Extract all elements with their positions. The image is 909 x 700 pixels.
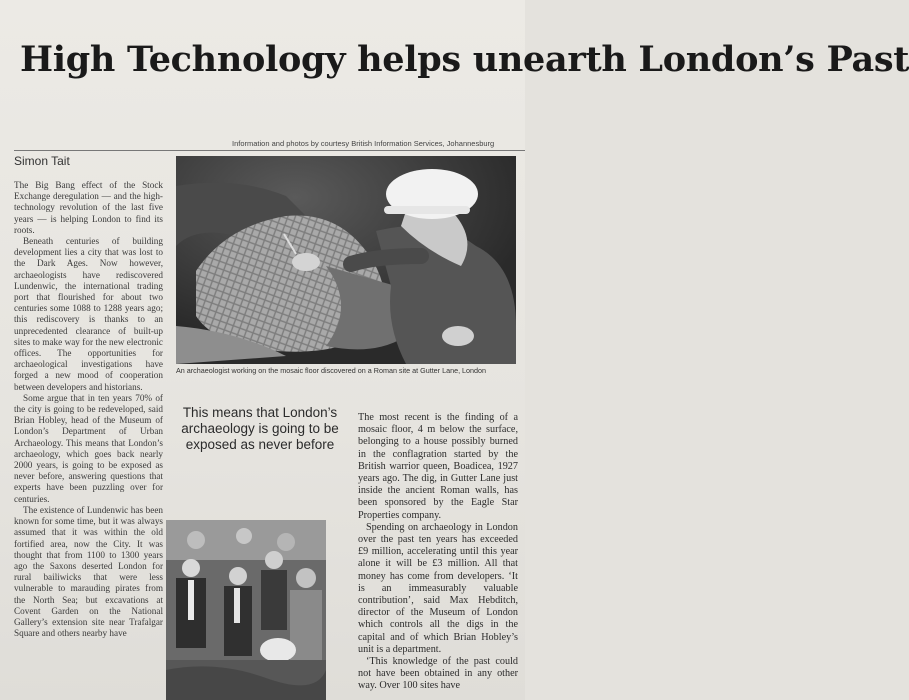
photo-credit: Information and photos by courtesy British Information Services, Johannesburg (232, 139, 495, 148)
byline: Simon Tait (14, 154, 70, 168)
paragraph: Some argue that in ten years 70% of the city is going to be redeveloped, said Brian Hobley, head of the Museum of London’s Department of Urban Archaeology. This means that London’s archaeology, which goes back nearly 2000 years, is going to be exposed as never before, answering questions that experts have been puzzling over for centuries. (14, 392, 163, 504)
photo-caption: An archaeologist working on the mosaic floor discovered on a Roman site at Gutter Lane, London (176, 366, 487, 375)
crowd-at-dig-photo (166, 520, 326, 700)
archaeologist-mosaic-photo (176, 156, 516, 364)
article-column-right (358, 412, 518, 693)
pull-quote: This means that London’s archaeology is going to be exposed as never before (181, 405, 339, 452)
headline-text: High Technology helps unearth London’s Past (20, 39, 909, 80)
paragraph: The Big Bang effect of the Stock Exchange deregulation — and the high-technology revolution of the last five years — is helping London to find its roots. (14, 180, 163, 235)
article-column-left (14, 180, 163, 639)
divider-rule (14, 150, 525, 151)
headline (20, 39, 909, 80)
paragraph: The existence of Lundenwic has been known for some time, but it was always assumed that it was within the old fortified area, now the City. It was thought that from 1100 to 1300 years ago the Saxons deserted London for rural bailiwicks that were less vulnerable to marauding pirates from the North Sea; but excavations at Covent Garden on the National Gallery’s extension site near Trafalgar Square and others nearby have (14, 504, 163, 639)
paragraph: Spending on archaeology in London over the past ten years has exceeded £9 million, accelerating until this year alone it will be £3 million. All that money has come from developers. ‘It is an immeasurably valuable contribution’, said Max Hebditch, director of the Museum of London which controls all the digs in the capital and of which Brian Hobley’s unit is a department. (358, 521, 518, 655)
paragraph: Beneath centuries of building development lies a city that was lost to the Dark Ages. Now however, archaeologists have rediscovered Lundenwic, the international trading port that flourished for about two centuries some 1088 to 1288 years ago; this rediscovery is thanks to an unprecedented clearance of built-up sites to make way for the new electronic offices. The opportunities for archaeological investigations have forged a new mood of cooperation between developers and historians. (14, 236, 163, 392)
paragraph: The most recent is the finding of a mosaic floor, 4 m below the surface, belonging to a house possibly burned in the conflagration started by the British warrior queen, Boadicea, 1927 years ago. The dig, in Gutter Lane just inside the ancient Roman walls, has been sponsored by the Eagle Star Properties company. (358, 412, 518, 521)
paragraph: ‘This knowledge of the past could not have been obtained in any other way. Over 100 sites have (358, 656, 518, 692)
